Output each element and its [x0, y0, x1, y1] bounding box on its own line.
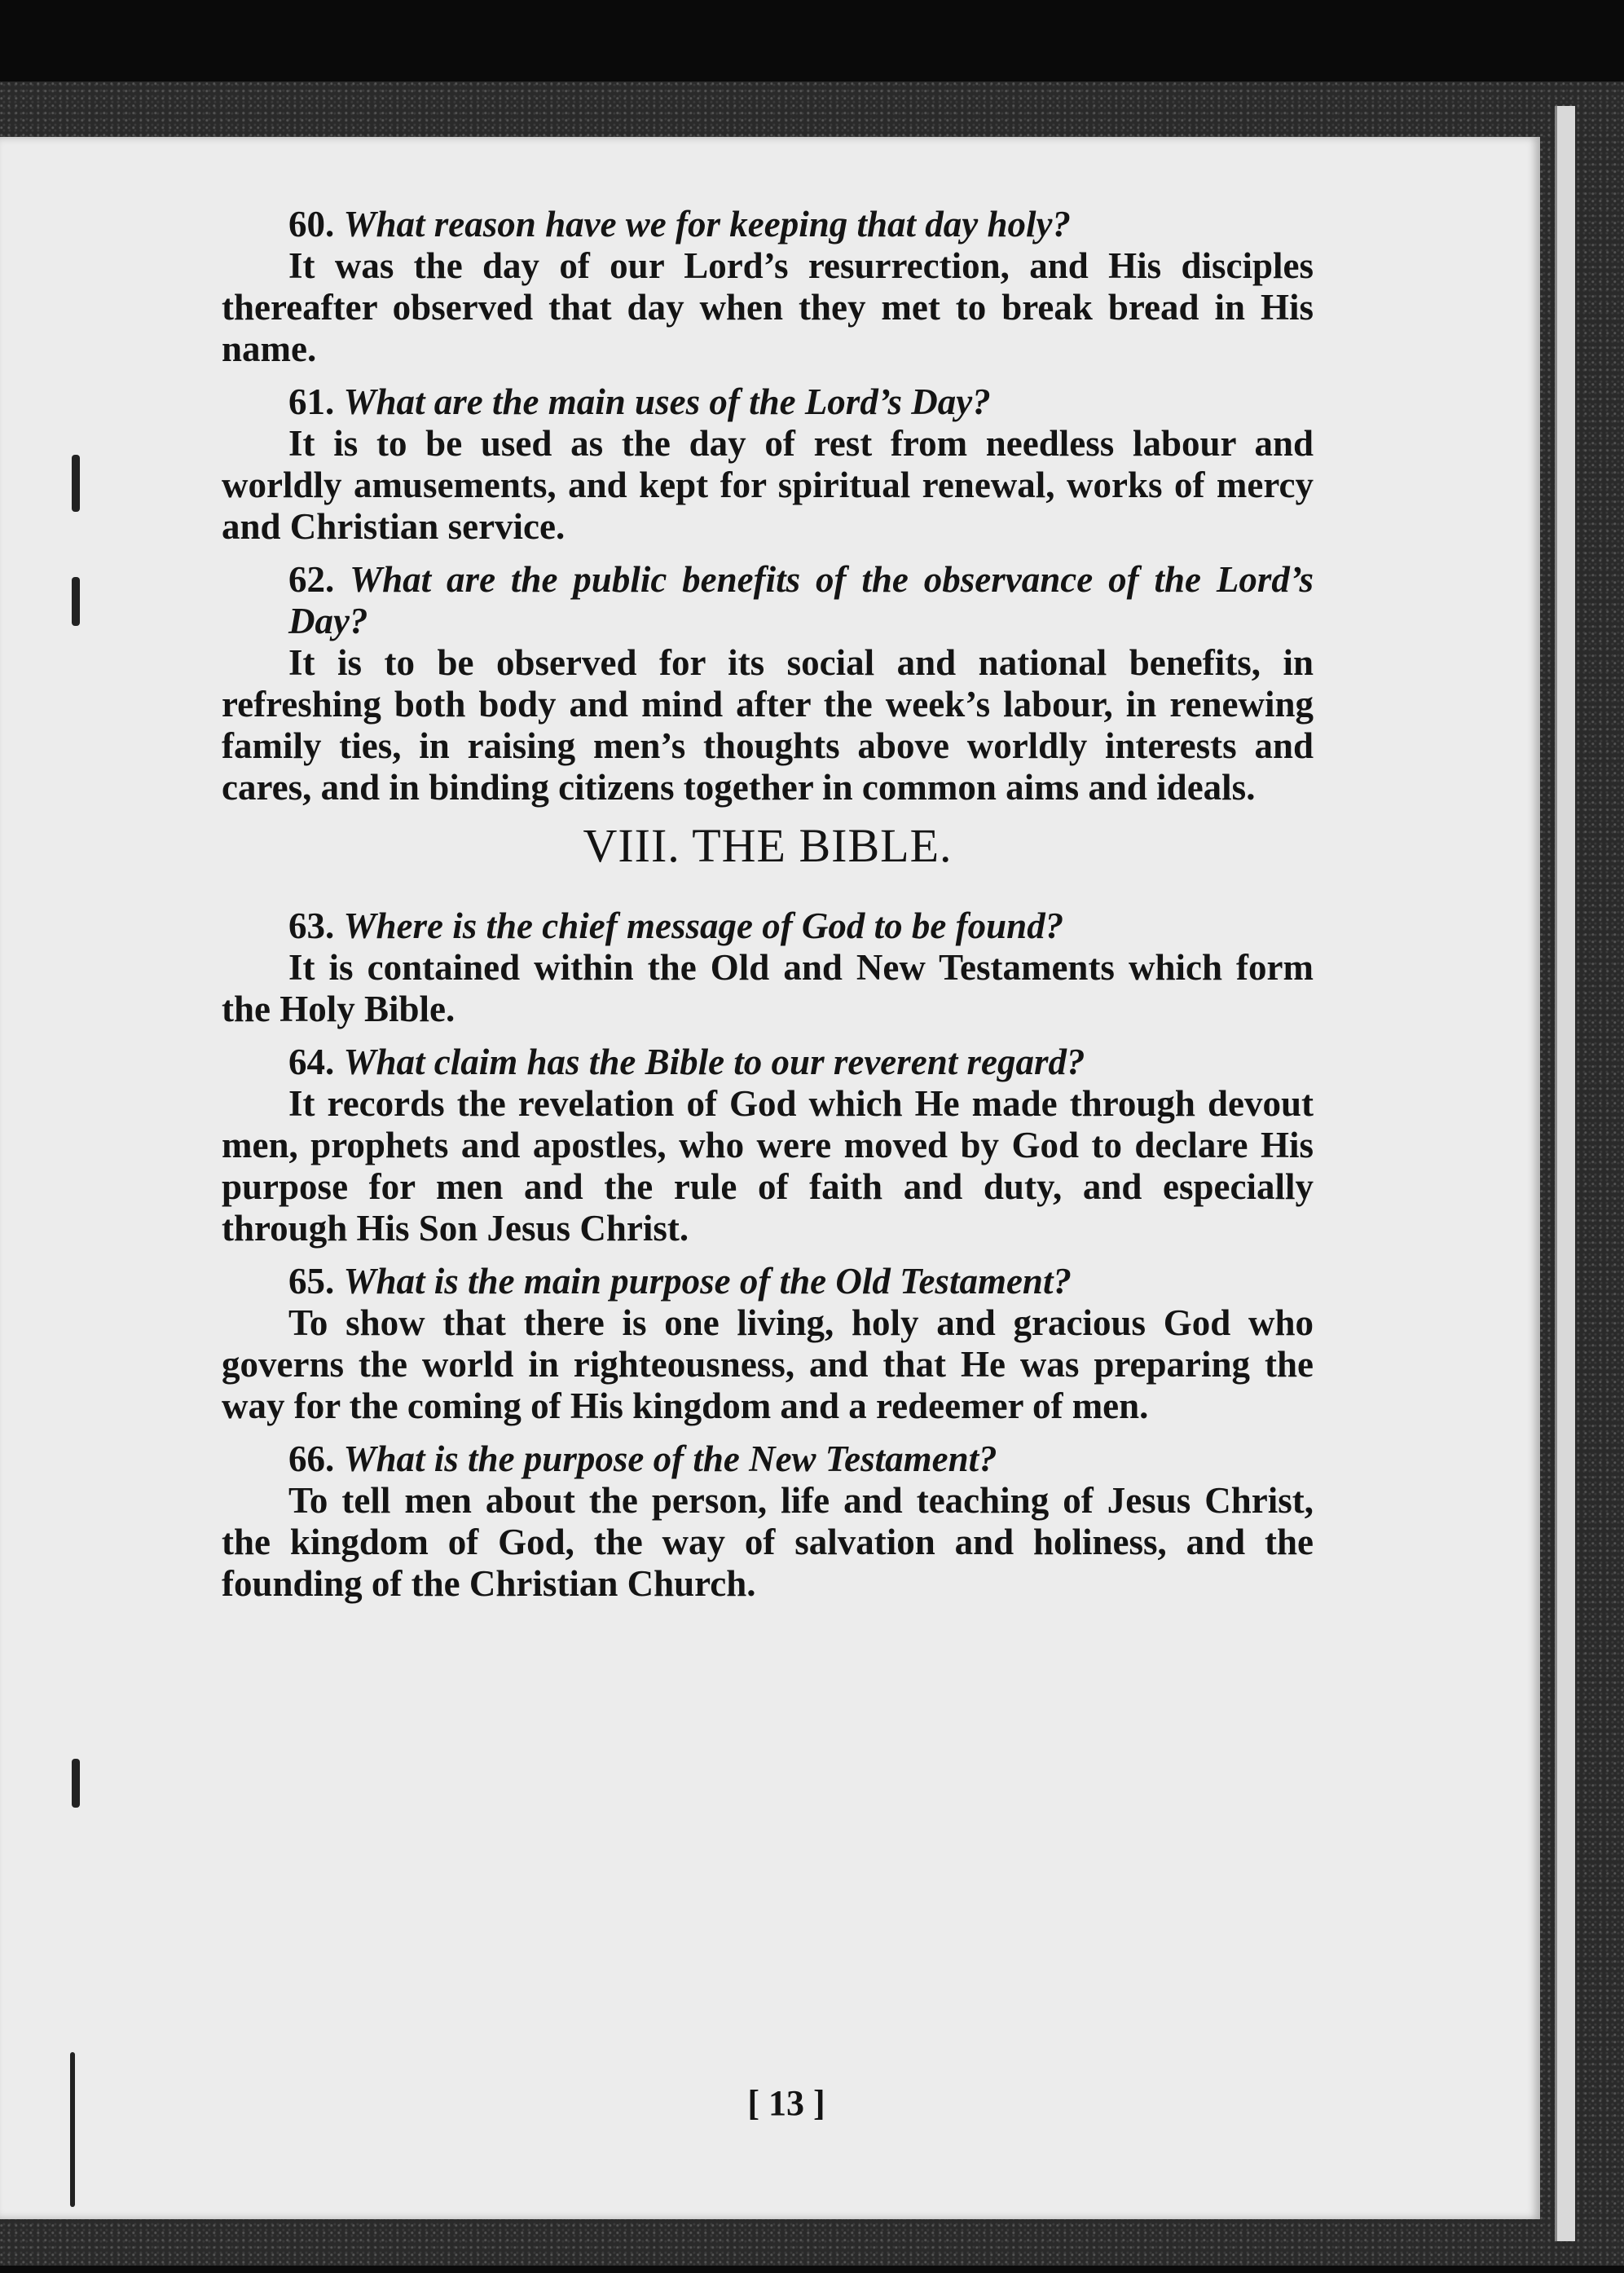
question-number: 60.	[288, 204, 335, 244]
question-66	[222, 1438, 1314, 1480]
binding-mark	[72, 577, 80, 626]
question-number: 63.	[288, 905, 335, 946]
binding-mark	[72, 455, 80, 512]
answer-65: To show that there is one living, holy and gracious God who governs the world in righteousness, and that He was preparing the way for the coming of His kingdom and a redeemer of men.	[222, 1302, 1314, 1426]
question-number: 64.	[288, 1042, 335, 1082]
question-text: What are the main uses of the Lord’s Day?	[343, 381, 991, 422]
answer-62: It is to be observed for its social and national benefits, in refreshing both body and mind after the week’s labour, in renewing family ties, in raising men’s thoughts above worldly interests and cares, and in binding citizens together in common aims and ideals.	[222, 642, 1314, 808]
question-number: 65.	[288, 1261, 335, 1302]
question-64	[222, 1042, 1314, 1083]
question-text: What are the public benefits of the observance of the Lord’s Day?	[288, 559, 1314, 641]
question-65	[222, 1261, 1314, 1302]
question-62	[222, 559, 1314, 642]
answer-66: To tell men about the person, life and teaching of Jesus Christ, the kingdom of God, the way of salvation and holiness, and the founding of the Christian Church.	[222, 1480, 1314, 1604]
question-text: What reason have we for keeping that day holy?	[343, 204, 1072, 244]
section-heading: VIII. THE BIBLE.	[583, 819, 953, 872]
question-text: What is the main purpose of the Old Testament?	[343, 1261, 1072, 1302]
question-61	[222, 381, 1314, 423]
answer-64: It records the revelation of God which He made through devout men, prophets and apostles, who were moved by God to declare His purpose for men and the rule of faith and duty, and especially through His Son Jesus Christ.	[222, 1083, 1314, 1249]
question-number: 61.	[288, 381, 335, 422]
question-60	[222, 204, 1314, 245]
answer-61: It is to be used as the day of rest from needless labour and worldly amusements, and kept for spiritual renewal, works of mercy and Christian service.	[222, 423, 1314, 547]
page-number: [ 13 ]	[747, 2083, 825, 2123]
binding-mark	[72, 1759, 80, 1808]
answer-60: It was the day of our Lord’s resurrection, and His disciples thereafter observed that day when they met to break bread in His name.	[222, 245, 1314, 369]
binding-mark	[70, 2052, 75, 2207]
question-text: What is the purpose of the New Testament?	[343, 1438, 997, 1479]
question-text: What claim has the Bible to our reverent regard?	[343, 1042, 1085, 1082]
question-63	[222, 905, 1314, 947]
answer-63: It is contained within the Old and New Testaments which form the Holy Bible.	[222, 947, 1314, 1029]
question-number: 66.	[288, 1438, 335, 1479]
page-stack-edge	[1555, 106, 1575, 2241]
question-number: 62.	[288, 559, 335, 600]
page-body	[222, 204, 1314, 1616]
question-text: Where is the chief message of God to be found?	[343, 905, 1064, 946]
